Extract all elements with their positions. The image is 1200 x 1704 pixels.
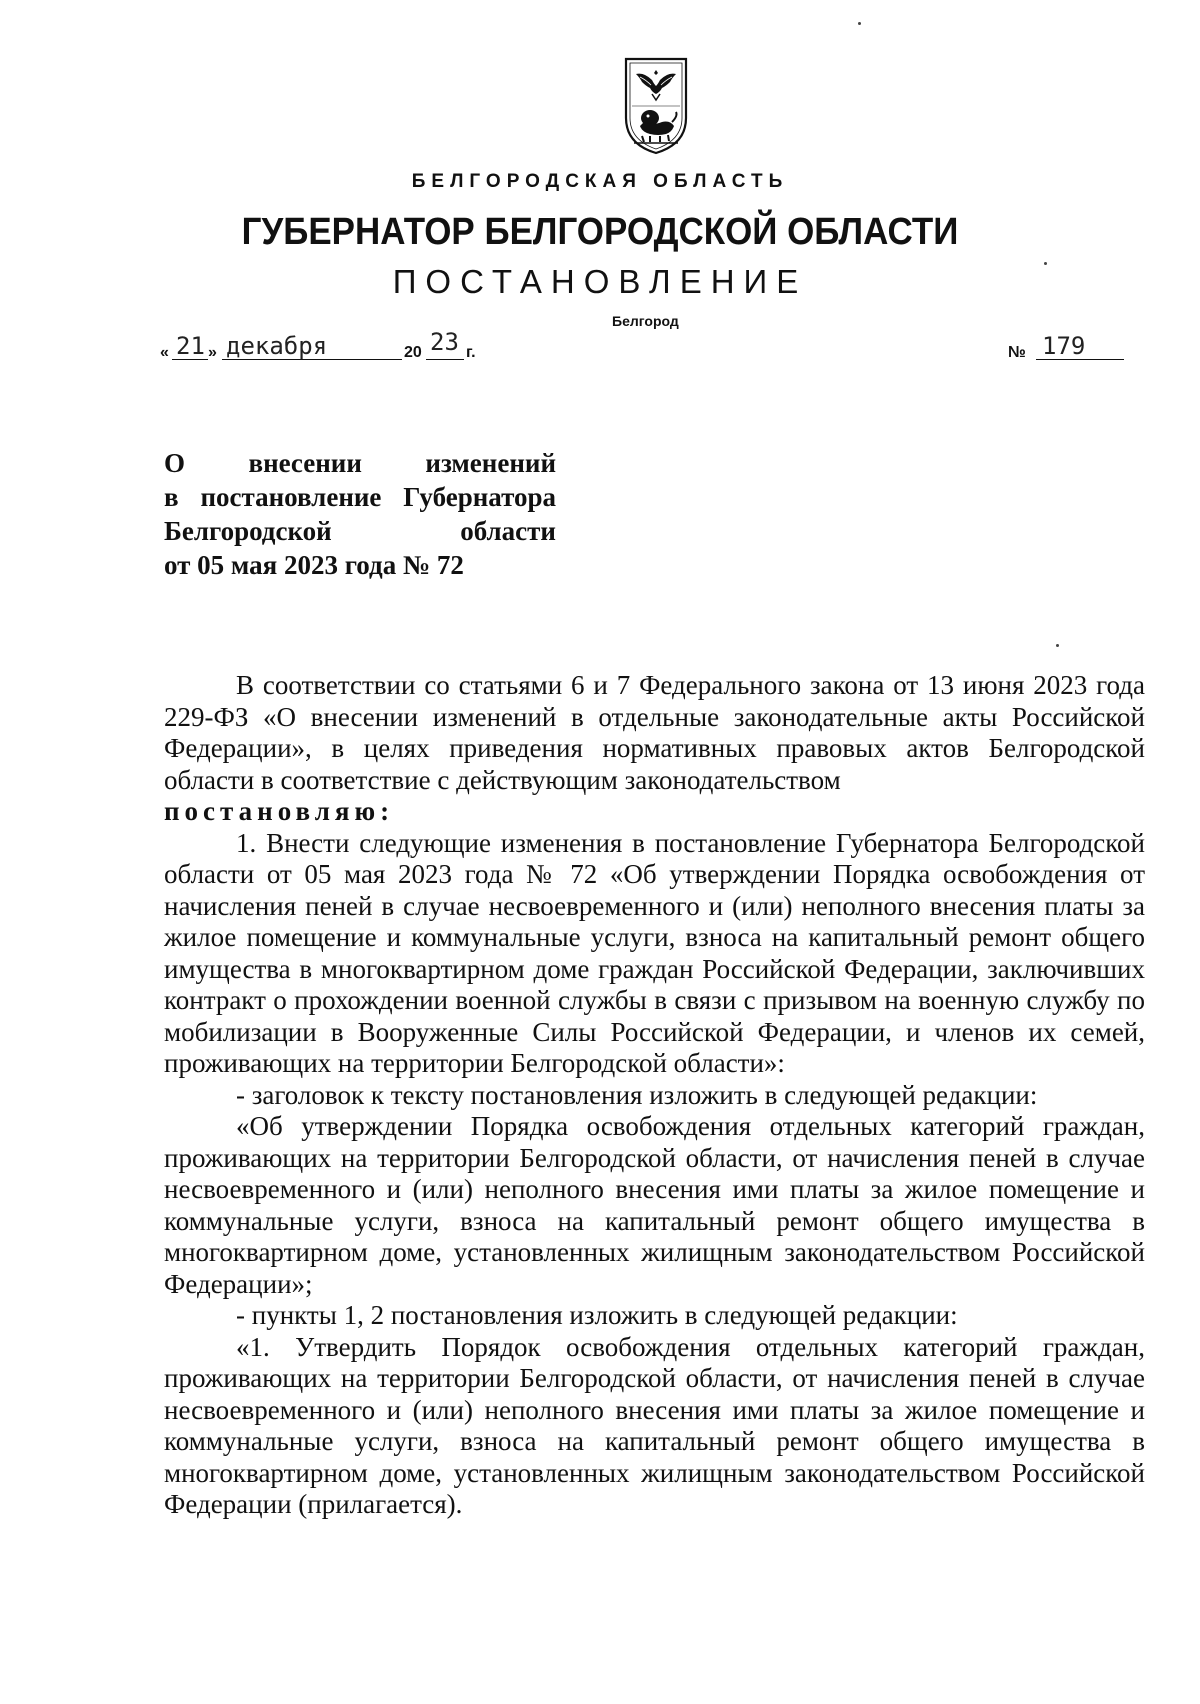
document-type: ПОСТАНОВЛЕНИЕ: [392, 263, 808, 300]
document-title: [164, 446, 556, 582]
date-month: декабря: [226, 332, 328, 360]
title-line: Белгородской области: [164, 516, 556, 546]
body-paragraph: «Об утверждении Порядка освобождения отдельных категорий граждан, проживающих на территории Белгородской области, от начисления пеней в случае несвоевременного и (или) неполного внесения ими платы за жилое помещение и коммунальные услуги, взноса на капитальный ремонт общего имущества в многоквартирном доме, установленных жилищным законодательством Российской Федерации»;: [164, 1111, 1145, 1299]
authority-title: ГУБЕРНАТОР БЕЛГОРОДСКОЙ ОБЛАСТИ: [241, 211, 959, 253]
resolve-word: постановляю:: [164, 796, 395, 826]
date-year-prefix: 20: [404, 344, 422, 361]
preamble-text: В соответствии со статьями 6 и 7 Федерального закона от 13 июня 2023 года 229-ФЗ «О внесении изменений в отдельные законодательные акты Российской Федерации», в целях приведения нормативных правовых актов Белгородской области в соответствие с действующим законодательством: [164, 670, 1145, 795]
month-underline: [222, 359, 402, 360]
document-body: [164, 670, 1145, 1521]
preamble-paragraph: [164, 670, 1145, 796]
year-underline: [426, 359, 464, 360]
date-close-quote: »: [208, 344, 217, 361]
issuing-city: Белгород: [612, 313, 679, 329]
body-paragraph: - заголовок к тексту постановления изложить в следующей редакции:: [236, 1079, 1038, 1110]
body-paragraph: «1. Утвердить Порядок освобождения отдельных категорий граждан, проживающих на территории Белгородской области, от начисления пеней в случае несвоевременного и (или) неполного внесения ими платы за жилое помещение и коммунальные услуги, взноса на капитальный ремонт общего имущества в многоквартирном доме, установленных жилищным законодательством Российской Федерации (прилагается).: [164, 1331, 1145, 1519]
number-underline: [1036, 359, 1124, 360]
scan-speck: [1044, 262, 1047, 265]
title-line: от 05 мая 2023 года № 72: [164, 550, 464, 580]
scan-speck: [1056, 644, 1059, 647]
title-line: О внесении изменений: [164, 448, 556, 478]
number-label: №: [1008, 344, 1026, 361]
scan-speck: [858, 22, 861, 25]
title-line: в постановление Губернатора: [164, 482, 556, 512]
date-year-suffix: 23: [430, 328, 459, 356]
coat-of-arms-icon: [622, 56, 690, 156]
number-value: 179: [1042, 332, 1086, 360]
day-underline: [172, 359, 208, 360]
region-name: БЕЛГОРОДСКАЯ ОБЛАСТЬ: [411, 171, 789, 192]
resolve-paragraph: [164, 796, 1145, 828]
date-open-quote: «: [160, 344, 169, 361]
date-day: 21: [176, 332, 205, 360]
date-year-mark: г.: [466, 344, 476, 361]
body-paragraph: - пункты 1, 2 постановления изложить в следующей редакции:: [236, 1300, 958, 1330]
body-paragraph: 1. Внести следующие изменения в постановление Губернатора Белгородской области от 05 мая 2023 года № 72 «Об утверждении Порядка освобождения от начисления пеней в случае несвоевременного и (или) неполного внесения платы за жилое помещение и коммунальные услуги, взноса на капитальный ремонт общего имущества в многоквартирном доме граждан Российской Федерации, заключивших контракт о прохождении военной службы в связи с призывом на военную службу по мобилизации в Вооруженные Силы Российской Федерации, и членов их семей, проживающих на территории Белгородской области»:: [164, 827, 1145, 1078]
